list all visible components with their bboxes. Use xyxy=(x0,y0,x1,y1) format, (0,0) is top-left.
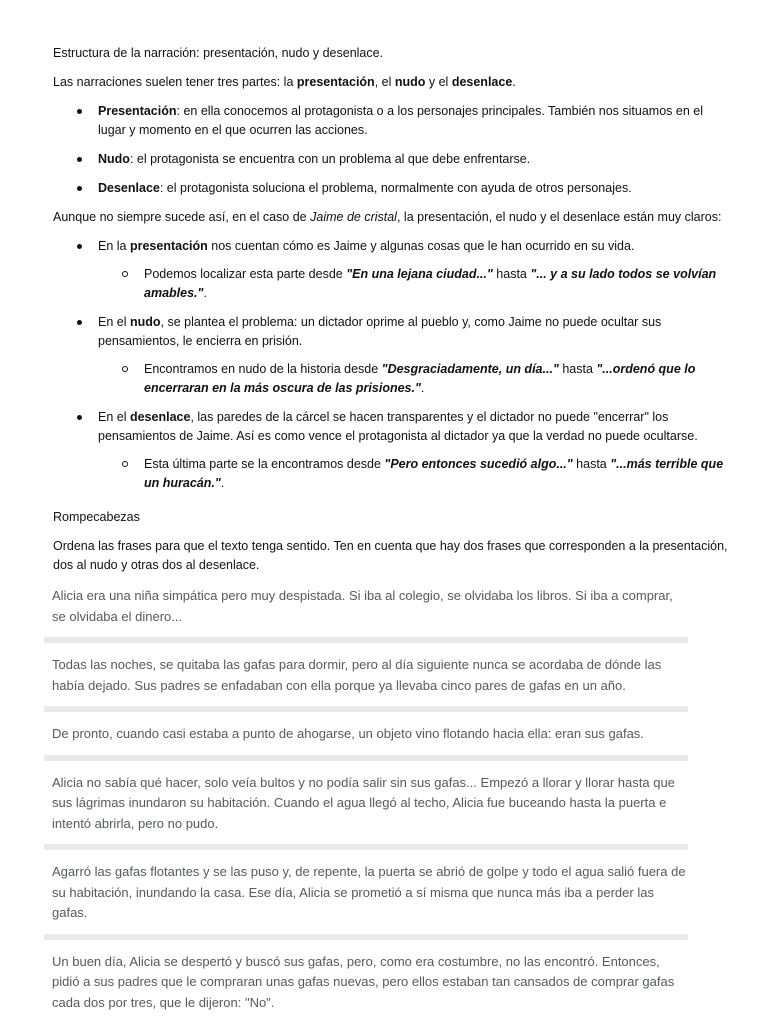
quote-end: "...más terrible que un huracán." xyxy=(144,457,724,490)
puzzle-title: Rompecabezas xyxy=(53,510,140,524)
sub-text: hasta xyxy=(558,362,597,376)
part-description: : en ella conocemos al protagonista o a los personajes principales. También nos situamos en el lugar y momento en el que ocurren las acciones. xyxy=(98,104,703,137)
sub-text: Esta última parte se la encontramos desde xyxy=(144,457,385,471)
sublist xyxy=(98,360,733,398)
sentence-card[interactable]: De pronto, cuando casi estaba a punto de ahogarse, un objeto vino flotando hacia ella: eran sus gafas. xyxy=(52,726,644,741)
sub-text: . xyxy=(420,381,425,395)
puzzle-cards xyxy=(44,586,688,1013)
quote-start: "Desgraciadamente, un día..." xyxy=(381,362,559,376)
quote-end: "... y a su lado todos se volvían amables." xyxy=(144,267,717,300)
quote-start: "Pero entonces sucedió algo..." xyxy=(384,457,573,471)
list-item-desenlace xyxy=(98,179,733,198)
list-item-nudo xyxy=(98,150,733,169)
list-item-desenlace-jaime xyxy=(98,408,733,493)
part-description: : el protagonista se encuentra con un problema al que debe enfrentarse. xyxy=(129,152,531,166)
card-divider xyxy=(44,844,688,850)
sentence-card[interactable]: Un buen día, Alicia se despertó y buscó sus gafas, pero, como era costumbre, no las encontró. Entonces, pidió a sus padres que le compraran unas gafas nuevas, pero ellos estaban tan cansados de comprar gafas cada dos por tres, que le dijeron: "No". xyxy=(52,953,675,1010)
quote-end: "...ordenó que lo encerraran en la más oscura de las prisiones." xyxy=(144,362,696,395)
section-term: nudo xyxy=(129,315,161,329)
list-item-presentacion-jaime xyxy=(98,237,733,303)
sub-text: . xyxy=(203,286,207,300)
book-title: Jaime de cristal xyxy=(310,210,397,224)
intro-term-nudo: nudo xyxy=(394,75,426,89)
intro-text: , el xyxy=(374,75,395,89)
sublist xyxy=(98,455,733,493)
puzzle-instructions: Ordena las frases para que el texto tenga sentido. Ten en cuenta que hay dos frases que corresponden a la presentación, dos al nudo y otras dos al desenlace. xyxy=(53,539,728,572)
sub-text: hasta xyxy=(572,457,611,471)
intro-text: Las narraciones suelen tener tres partes: la xyxy=(53,75,297,89)
sub-text: . xyxy=(220,476,225,490)
sub-text: hasta xyxy=(492,267,531,281)
section-text: En la xyxy=(98,239,130,253)
parts-list xyxy=(53,102,733,198)
sublist-item xyxy=(144,360,733,398)
part-term: Presentación xyxy=(98,104,177,118)
quote-start: "En una lejana ciudad..." xyxy=(346,267,493,281)
section-term: presentación xyxy=(129,239,208,253)
intro-term-desenlace: desenlace xyxy=(451,75,513,89)
section-text: En el xyxy=(98,315,130,329)
sentence-card[interactable]: Agarró las gafas flotantes y se las puso y, de repente, la puerta se abrió de golpe y todo el agua salió fuera de su habitación, inundando la casa. Ese día, Alicia se prometió a sí misma que nunca más iba a perder las gafas. xyxy=(52,864,686,920)
jaime-intro-text: , la presentación, el nudo y el desenlace están muy claros: xyxy=(396,210,722,224)
jaime-intro-text: Aunque no siempre sucede así, en el caso de xyxy=(53,210,311,224)
section-text: nos cuentan cómo es Jaime y algunas cosas que le han ocurrido en su vida. xyxy=(207,239,635,253)
narrative-structure-section xyxy=(53,44,733,503)
part-description: : el protagonista soluciona el problema, normalmente con ayuda de otros personajes. xyxy=(159,181,632,195)
section-text: , las paredes de la cárcel se hacen transparentes y el dictador no puede "encerrar" los pensamientos de Jaime. Así es como vence el protagonista al dictador ya que la verdad no puede ocultarse. xyxy=(98,410,698,443)
sentence-card[interactable]: Alicia no sabía qué hacer, solo veía bultos y no podía salir sin sus gafas... Empezó a llorar y llorar hasta que sus lágrimas inundaron su habitación. Cuando el agua llegó al techo, Alicia fue buceando hasta la puerta e intentó abrirla, pero no pudo. xyxy=(52,774,675,831)
sentence-card[interactable]: Todas las noches, se quitaba las gafas para dormir, pero al día siguiente nunca se acordaba de dónde las había dejado. Sus padres se enfadaban con ella porque ya llevaba cinco pares de gafas en un año. xyxy=(52,657,662,693)
part-term: Desenlace xyxy=(98,181,160,195)
sub-text: Encontramos en nudo de la historia desde xyxy=(144,362,382,376)
card-divider xyxy=(44,637,688,643)
section-text: En el xyxy=(98,410,130,424)
intro-text: y el xyxy=(425,75,452,89)
sublist-item xyxy=(144,455,733,493)
card-divider xyxy=(44,706,688,712)
card-divider xyxy=(44,934,688,940)
card-divider xyxy=(44,755,688,761)
sentence-card[interactable]: Alicia era una niña simpática pero muy despistada. Si iba al colegio, se olvidaba los libros. Si iba a comprar, se olvidaba el dinero... xyxy=(52,588,673,624)
list-item-nudo-jaime xyxy=(98,313,733,398)
intro-paragraph xyxy=(53,73,733,92)
section-term: desenlace xyxy=(129,410,191,424)
part-term: Nudo xyxy=(98,152,130,166)
intro-term-presentacion: presentación xyxy=(296,75,375,89)
jaime-intro-paragraph xyxy=(53,208,733,227)
intro-text: . xyxy=(512,75,516,89)
section-title: Estructura de la narración: presentación, nudo y desenlace. xyxy=(53,46,384,60)
list-item-presentacion xyxy=(98,102,733,140)
sublist-item xyxy=(144,265,733,303)
jaime-sections-list xyxy=(53,237,733,493)
sub-text: Podemos localizar esta parte desde xyxy=(144,267,347,281)
section-text: , se plantea el problema: un dictador oprime al pueblo y, como Jaime no puede ocultar sus pensamientos, le encierra en prisión. xyxy=(98,315,662,348)
sublist xyxy=(98,265,733,303)
